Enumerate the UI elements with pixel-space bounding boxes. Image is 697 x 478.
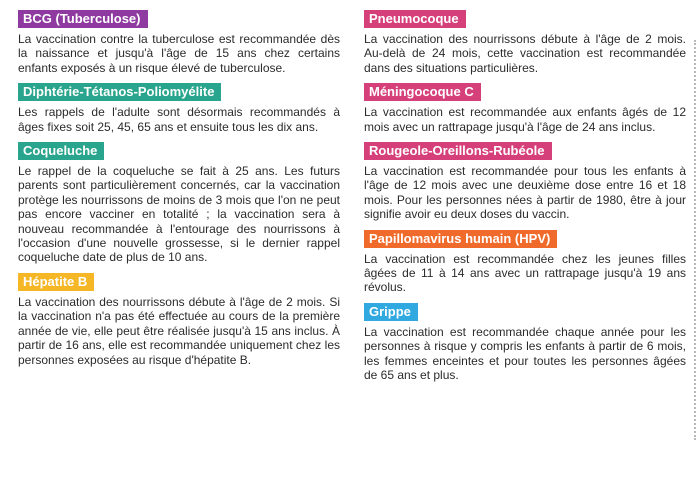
section-hpv: [364, 230, 686, 295]
page-edge-marks: [691, 40, 696, 440]
section-dtp: [18, 83, 340, 134]
section-text-grippe: La vaccination est recommandée chaque année pour les personnes à risque y compris les enfants à partir de 6 mois, les femmes enceintes et pour toutes les personnes âgées de 65 ans et plus.: [364, 324, 686, 383]
right-column: [364, 10, 686, 391]
section-bcg: [18, 10, 340, 75]
section-title-meningocoque-c: Méningocoque C: [364, 83, 481, 101]
section-text-hpv: La vaccination est recommandée chez les jeunes filles âgées de 11 à 14 ans avec un rattrapage jusqu'à 19 ans révolus.: [364, 251, 686, 295]
section-text-bcg: La vaccination contre la tuberculose est recommandée dès la naissance et jusqu'à l'âge de 15 ans chez certains enfants exposés à un risque élevé de tuberculose.: [18, 32, 340, 75]
section-ror: [364, 142, 686, 222]
section-title-ror: Rougeole-Oreillons-Rubéole: [364, 142, 552, 160]
section-text-hepatite-b: La vaccination des nourrissons débute à l'âge de 2 mois. Si la vaccination n'a pas été effectuée au cours de la première année de vie, elle peut être réalisée jusqu'à 15 ans inclus. À partir de 16 ans, elle est recommandée uniquement chez les personnes exposées au risque d'hépatite B.: [18, 294, 340, 367]
section-title-hepatite-b: Hépatite B: [18, 273, 94, 291]
section-text-coqueluche: Le rappel de la coqueluche se fait à 25 ans. Les futurs parents sont particulièrement concernés, car la vaccination protège les nourrissons de moins de 3 mois que l'on ne peut pas encore vacciner en totalité ; la vaccination sera à nouveau recommandée à l'entourage des nourrissons à l'occasion d'une nouvelle grossesse, si le dernier rappel coqueluche date de plus de 10 ans.: [18, 164, 340, 265]
section-text-pneumocoque: La vaccination des nourrissons débute à l'âge de 2 mois. Au-delà de 24 mois, cette vaccination est recommandée dans des situations particulières.: [364, 32, 686, 75]
section-text-meningocoque-c: La vaccination est recommandée aux enfants âgés de 12 mois avec un rattrapage jusqu'à l'âge de 24 ans inclus.: [364, 105, 686, 134]
section-grippe: [364, 303, 686, 383]
section-title-hpv: Papillomavirus humain (HPV): [364, 230, 557, 248]
section-title-dtp: Diphtérie-Tétanos-Poliomyélite: [18, 83, 221, 101]
section-coqueluche: [18, 142, 340, 265]
left-column: [18, 10, 340, 375]
section-meningocoque-c: [364, 83, 686, 134]
section-hepatite-b: [18, 273, 340, 367]
section-pneumocoque: [364, 10, 686, 75]
section-title-bcg: BCG (Tuberculose): [18, 10, 148, 28]
section-text-dtp: Les rappels de l'adulte sont désormais recommandés à âges fixes soit 25, 45, 65 ans et ensuite tous les dix ans.: [18, 105, 340, 134]
section-title-coqueluche: Coqueluche: [18, 142, 104, 160]
section-text-ror: La vaccination est recommandée pour tous les enfants à l'âge de 12 mois avec une deuxième dose entre 16 et 18 mois. Pour les personnes nées à partir de 1980, être à jour signifie avoir eu deux doses du vaccin.: [364, 164, 686, 222]
section-title-grippe: Grippe: [364, 303, 418, 321]
section-title-pneumocoque: Pneumocoque: [364, 10, 466, 28]
